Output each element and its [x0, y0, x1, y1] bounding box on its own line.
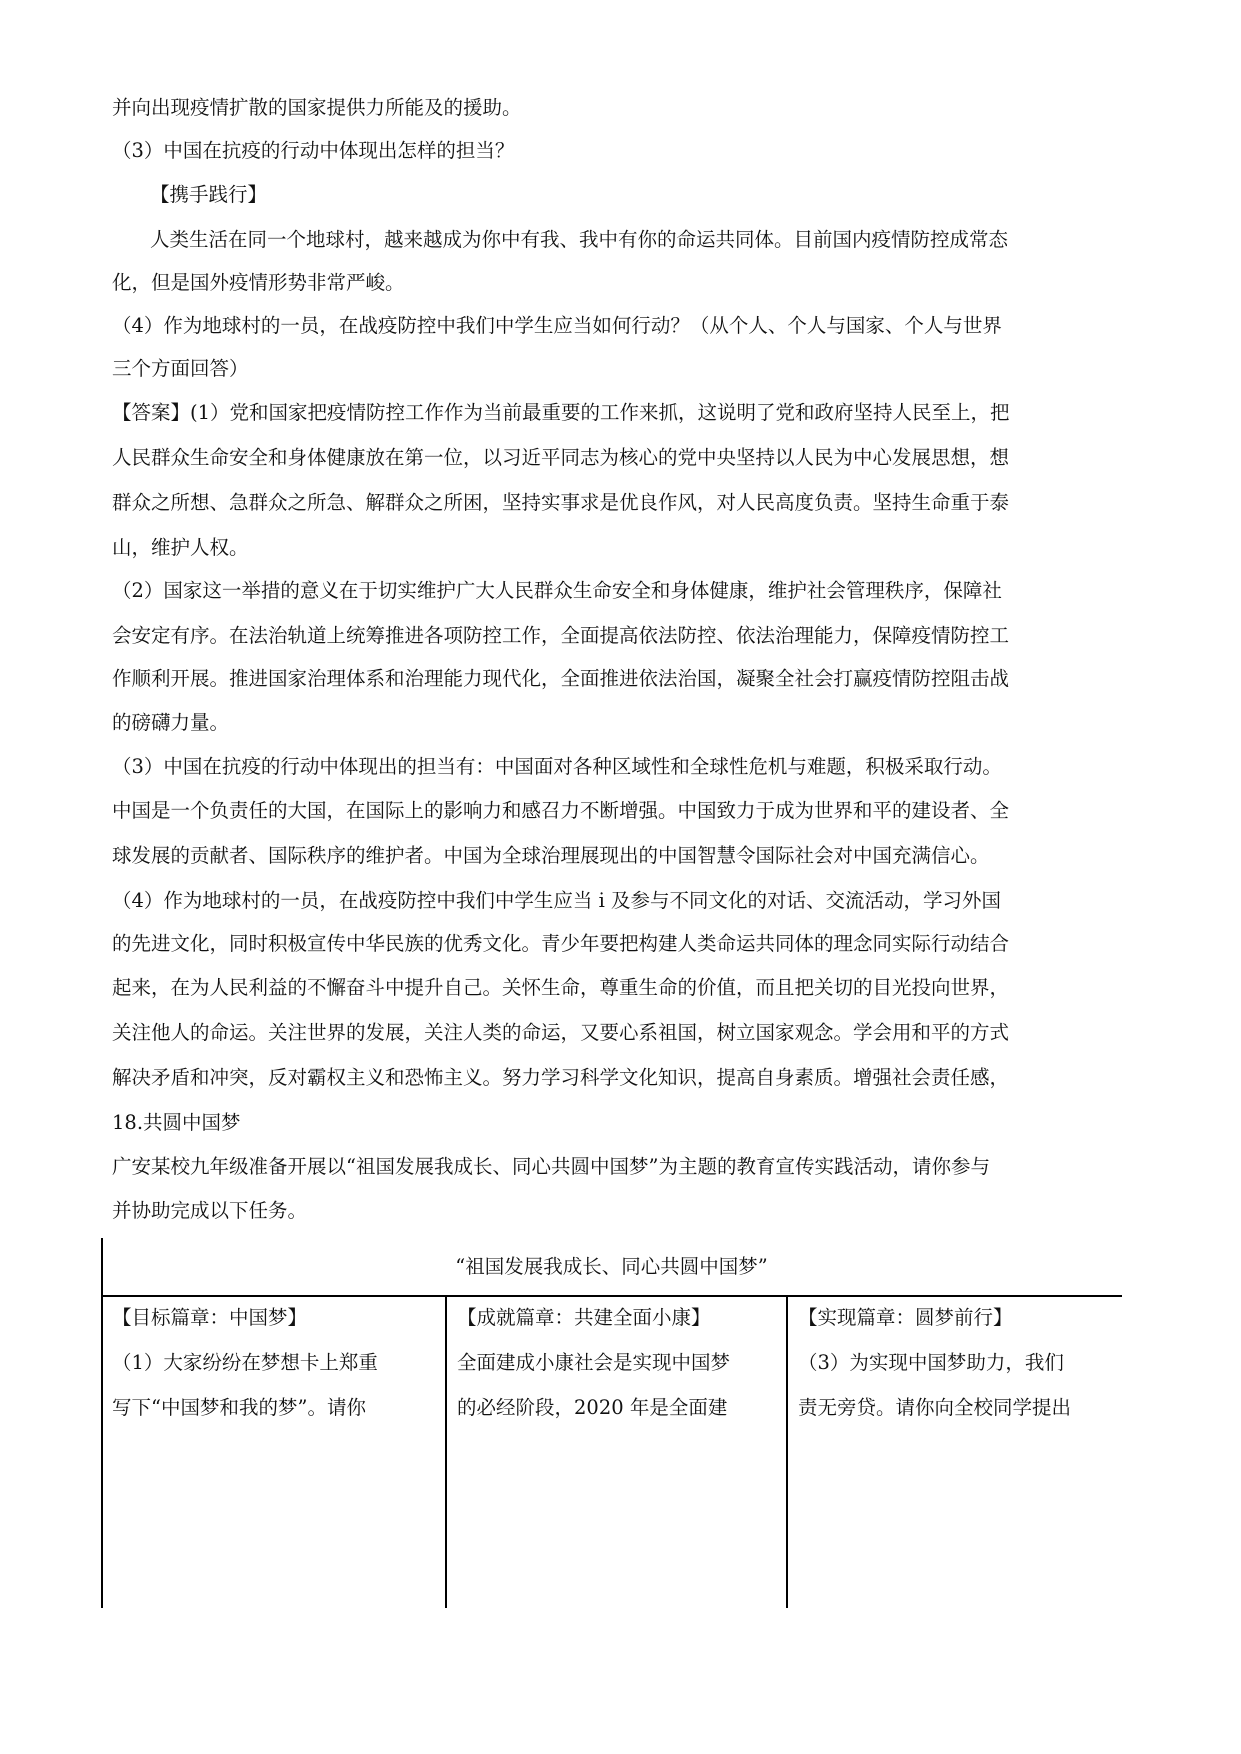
- text-line: 的先进文化，同时积极宣传中华民族的优秀文化。青少年要把构建人类命运共同体的理念同实际行动结合: [112, 932, 1010, 955]
- table-cell-text: 的必经阶段，2020 年是全面建: [457, 1396, 728, 1419]
- text-line: 中国是一个负责任的大国，在国际上的影响力和感召力不断增强。中国致力于成为世界和平的建设者、全: [112, 799, 1010, 822]
- text-line: 化，但是国外疫情形势非常严峻。: [112, 271, 405, 294]
- text-line: 解决矛盾和冲突，反对霸权主义和恐怖主义。努力学习科学文化知识，提高自身素质。增强社会责任感，: [112, 1066, 1010, 1089]
- question-title: 18.共圆中国梦: [112, 1111, 241, 1134]
- table-cell-text: 全面建成小康社会是实现中国梦: [457, 1351, 731, 1374]
- table-cell-text: 责无旁贷。请你向全校同学提出: [798, 1396, 1072, 1419]
- table-cell-title: 【成就篇章：共建全面小康】: [457, 1306, 711, 1329]
- text-line: 并向出现疫情扩散的国家提供力所能及的援助。: [112, 96, 522, 119]
- text-line: 会安定有序。在法治轨道上统筹推进各项防控工作，全面提高依法防控、依法治理能力，保障疫情防控工: [112, 624, 1010, 647]
- table-cell-text: （3）为实现中国梦助力，我们: [798, 1351, 1064, 1374]
- table-border: [101, 1238, 103, 1608]
- text-line: 作顺利开展。推进国家治理体系和治理能力现代化，全面推进依法治国，凝聚全社会打赢疫情防控阻击战: [112, 667, 1010, 690]
- table-cell-text: （1）大家纷纷在梦想卡上郑重: [112, 1351, 378, 1374]
- question-line: （4）作为地球村的一员，在战疫防控中我们中学生应当如何行动？（从个人、个人与国家、个人与世界: [112, 314, 1002, 337]
- text-line: 并协助完成以下任务。: [112, 1199, 308, 1222]
- text-line: 关注他人的命运。关注世界的发展，关注人类的命运，又要心系祖国，树立国家观念。学会用和平的方式: [112, 1021, 1010, 1044]
- table-cell-text: 写下“中国梦和我的梦”。请你: [112, 1396, 366, 1419]
- section-heading: 【携手践行】: [150, 183, 268, 206]
- answer-line: （4）作为地球村的一员，在战疫防控中我们中学生应当 i 及参与不同文化的对话、交流活动，学习外国: [112, 889, 1002, 912]
- text-line: 广安某校九年级准备开展以“祖国发展我成长、同心共圆中国梦”为主题的教育宣传实践活动，请你参与: [112, 1155, 990, 1178]
- table-border: [786, 1295, 788, 1608]
- text-line: 球发展的贡献者、国际秩序的维护者。中国为全球治理展现出的中国智慧令国际社会对中国充满信心。: [112, 844, 990, 867]
- text-line: 的磅礴力量。: [112, 711, 230, 734]
- text-line: 三个方面回答）: [112, 357, 249, 380]
- text-line: 群众之所想、急群众之所急、解群众之所困，坚持实事求是优良作风，对人民高度负责。坚持生命重于泰: [112, 491, 1010, 514]
- text-line: 山，维护人权。: [112, 536, 249, 559]
- table-border: [445, 1295, 447, 1608]
- answer-line: （2）国家这一举措的意义在于切实维护广大人民群众生命安全和身体健康，维护社会管理秩序，保障社: [112, 579, 1002, 602]
- table-border: [101, 1295, 1122, 1297]
- text-line: 人民群众生命安全和身体健康放在第一位，以习近平同志为核心的党中央坚持以人民为中心发展思想，想: [112, 446, 1010, 469]
- table-cell-title: 【实现篇章：圆梦前行】: [798, 1306, 1013, 1329]
- answer-line: （3）中国在抗疫的行动中体现出的担当有：中国面对各种区域性和全球性危机与难题，积极采取行动。: [112, 755, 1002, 778]
- text-line: 人类生活在同一个地球村，越来越成为你中有我、我中有你的命运共同体。目前国内疫情防控成常态: [150, 228, 1009, 251]
- table-cell-title: 【目标篇章：中国梦】: [112, 1306, 308, 1329]
- answer-line: 【答案】(1）党和国家把疫情防控工作作为当前最重要的工作来抓，这说明了党和政府坚持人民至上，把: [112, 401, 1010, 424]
- text-line: 起来，在为人民利益的不懈奋斗中提升自己。关怀生命，尊重生命的价值，而且把关切的目光投向世界，: [112, 976, 1010, 999]
- table-header: “祖国发展我成长、同心共圆中国梦”: [455, 1255, 768, 1278]
- question-line: （3）中国在抗疫的行动中体现出怎样的担当？: [112, 139, 515, 162]
